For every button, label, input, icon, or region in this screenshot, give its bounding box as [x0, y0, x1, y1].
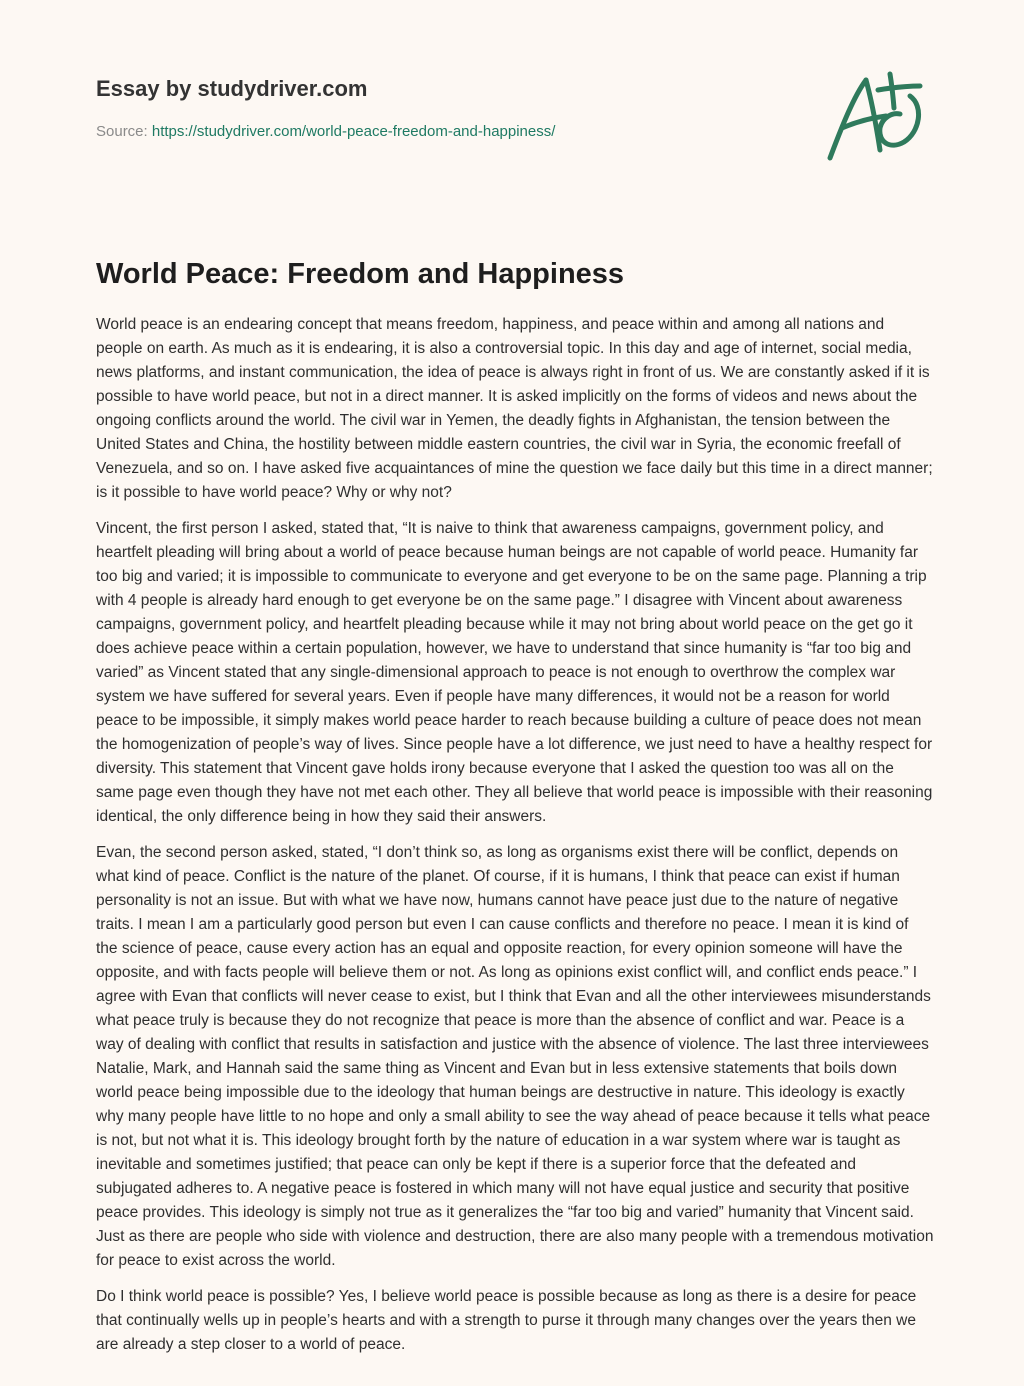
source-link[interactable]: https://studydriver.com/world-peace-freedom-and-happiness/	[151, 123, 556, 140]
essay-body	[96, 313, 934, 1369]
essay-paragraph-4: Do I think world peace is possible? Yes, I believe world peace is possible because as long as there is a desire for peace that continually wells up in people’s hearts and with a strength to purse it through many changes over the years then we are already a step closer to a world of peace.	[96, 1288, 917, 1353]
source-label: Source:	[96, 123, 152, 140]
essay-paragraph-1: World peace is an endearing concept that means freedom, happiness, and peace within and among all nations and people on earth. As much as it is endearing, it is also a controversial topic. In this day and age of internet, social media, news platforms, and instant communication, the idea of peace is always right in front of us. We are constantly asked if it is possible to have world peace, but not in a direct manner. It is asked implicitly on the forms of videos and news about the ongoing conflicts around the world. The civil war in Yemen, the deadly fights in Afghanistan, the tension between the United States and China, the hostility between middle eastern countries, the civil war in Syria, the economic freefall of Venezuela, and so on. I have asked five acquaintances of mine the question we face daily but this time in a direct manner; is it possible to have world peace? Why or why not?	[96, 316, 933, 501]
a-plus-logo-icon	[820, 66, 930, 166]
essay-header	[96, 74, 796, 142]
essay-paragraph-2: Vincent, the first person I asked, stated that, “It is naive to think that awareness campaigns, government policy, and heartfelt pleading will bring about a world of peace because human beings are not capable of world peace. Humanity far too big and varied; it is impossible to communicate to everyone and get everyone to be on the same page. Planning a trip with 4 people is already hard enough to get everyone be on the same page.” I disagree with Vincent about awareness campaigns, government policy, and heartfelt pleading because while it may not bring about world peace on the get go it does achieve peace within a certain population, however, we have to understand that since humanity is “far too big and varied” as Vincent stated that any single-dimensional approach to peace is not enough to overthrow the complex war system we have suffered for several years. Even if people have many differences, it would not be a reason for world peace to be impossible, it simply makes world peace harder to reach because building a culture of peace does not mean the homogenization of people’s way of lives. Since people have a lot difference, we just need to have a healthy respect for diversity. This statement that Vincent gave holds irony because everyone that I asked the question too was all on the same page even though they have not met each other. They all believe that world peace is impossible with their reasoning identical, the only difference being in how they said their answers.	[96, 520, 933, 825]
essay-paragraph-3: Evan, the second person asked, stated, “I don’t think so, as long as organisms exist there will be conflict, depends on what kind of peace. Conflict is the nature of the planet. Of course, if it is humans, I think that peace can exist if human personality is not an issue. But with what we have now, humans cannot have peace just due to the nature of negative traits. I mean I am a particularly good person but even I can cause conflicts and therefore no peace. I mean it is kind of the science of peace, cause every action has an equal and opposite reaction, for every opinion someone will have the opposite, and with facts people will believe them or not. As long as opinions exist conflict will, and conflict ends peace.” I agree with Evan that conflicts will never cease to exist, but I think that Evan and all the other interviewees misunderstands what peace truly is because they do not recognize that peace is more than the absence of conflict and war. Peace is a way of dealing with conflict that results in satisfaction and justice with the absence of violence. The last three interviewees Natalie, Mark, and Hannah said the same thing as Vincent and Evan but in less extensive statements that boils down world peace being impossible due to the ideology that human beings are destructive in nature. This ideology is exactly why many people have little to no hope and only a small ability to see the way ahead of peace because it tells what peace is not, but not what it is. This ideology brought forth by the nature of education in a war system where war is taught as inevitable and sometimes justified; that peace can only be kept if there is a superior force that the defeated and subjugated adheres to. A negative peace is fostered in which many will not have equal justice and security that positive peace provides. This ideology is simply not true as it generalizes the “far too big and varied” humanity that Vincent said. Just as there are people who side with violence and destruction, there are also many people with a tremendous motivation for peace to exist across the world.	[96, 844, 934, 1269]
essay-title: World Peace: Freedom and Happiness	[96, 258, 625, 290]
site-title: Essay by studydriver.com	[96, 76, 368, 101]
source-line	[96, 122, 796, 142]
